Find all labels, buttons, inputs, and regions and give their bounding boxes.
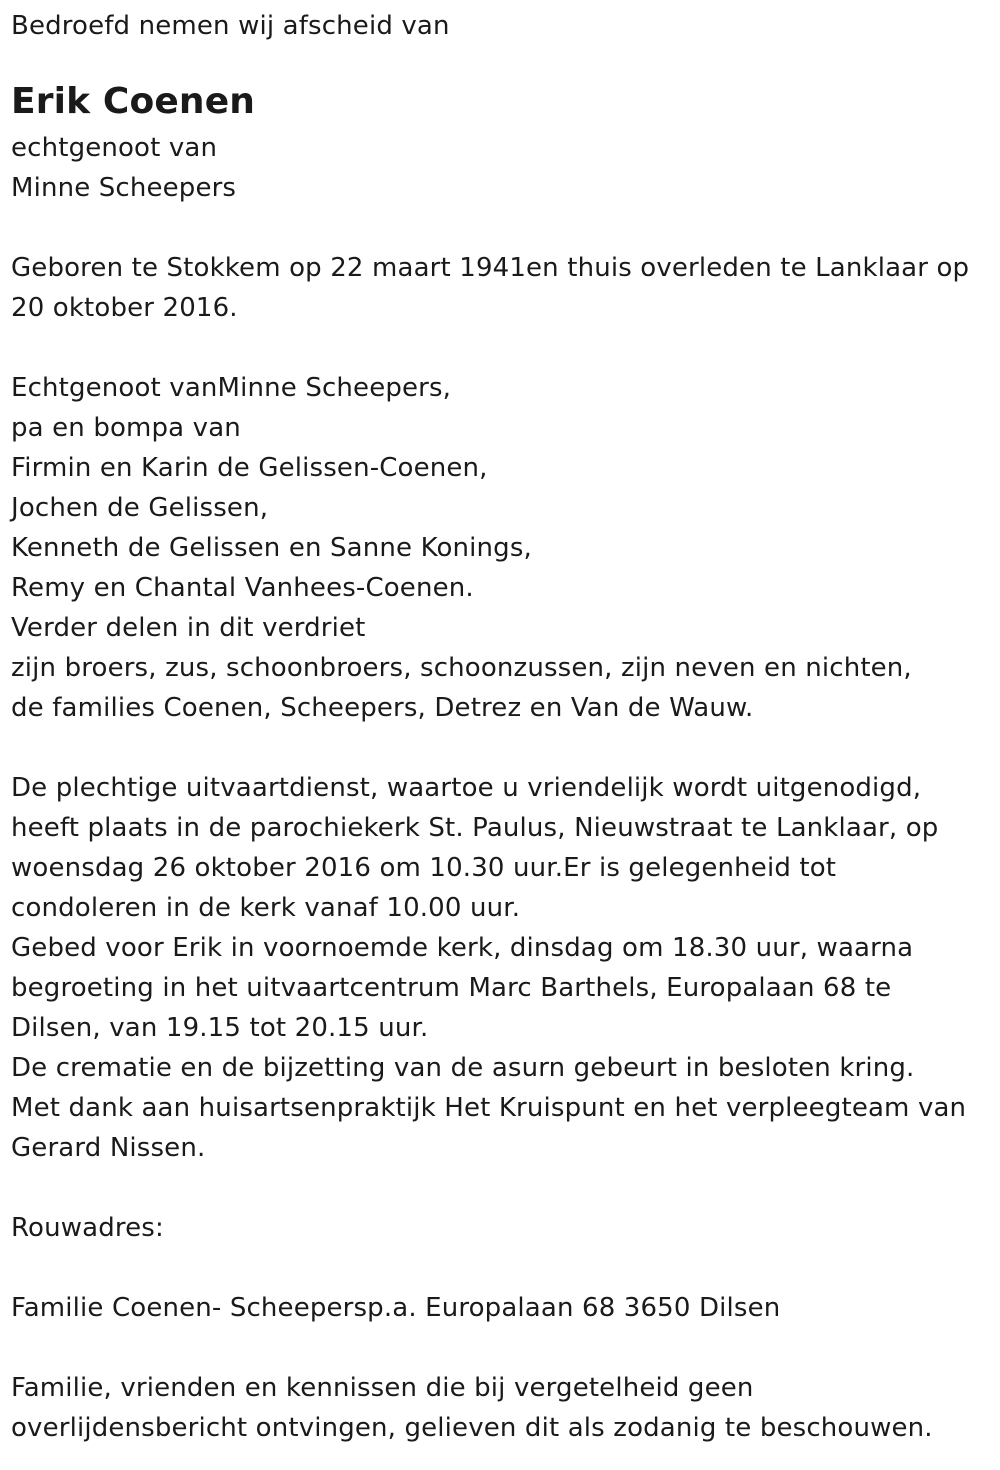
- family-line: Verder delen in dit verdriet: [11, 613, 366, 643]
- closing-section: [11, 1368, 996, 1448]
- spacer: [11, 1328, 996, 1368]
- service-section: [11, 768, 996, 1168]
- family-line: Jochen de Gelissen,: [11, 493, 269, 523]
- family-line: Remy en Chantal Vanhees-Coenen.: [11, 573, 474, 603]
- service-line: Gerard Nissen.: [11, 1133, 206, 1163]
- spacer: [11, 1168, 996, 1208]
- spacer: [11, 1248, 996, 1288]
- birth-death-line: 20 oktober 2016.: [11, 293, 238, 323]
- family-line: zijn broers, zus, schoonbroers, schoonzussen, zijn neven en nichten,: [11, 653, 912, 683]
- death-notice: [11, 6, 996, 1448]
- birth-death-line: Geboren te Stokkem op 22 maart 1941en thuis overleden te Lanklaar op: [11, 253, 970, 283]
- closing-line: Familie, vrienden en kennissen die bij vergetelheid geen: [11, 1373, 754, 1403]
- service-line: begroeting in het uitvaartcentrum Marc Barthels, Europalaan 68 te: [11, 973, 892, 1003]
- family-line: Firmin en Karin de Gelissen-Coenen,: [11, 453, 488, 483]
- service-line: Dilsen, van 19.15 tot 20.15 uur.: [11, 1013, 429, 1043]
- service-line: De plechtige uitvaartdienst, waartoe u vriendelijk wordt uitgenodigd,: [11, 773, 922, 803]
- spouse-name: Minne Scheepers: [11, 173, 237, 203]
- spacer: [11, 46, 996, 76]
- address-label: Rouwadres:: [11, 1213, 164, 1243]
- family-line: Echtgenoot vanMinne Scheepers,: [11, 373, 452, 403]
- service-line: Met dank aan huisartsenpraktijk Het Kruispunt en het verpleegteam van: [11, 1093, 967, 1123]
- spacer: [11, 208, 996, 248]
- service-line: heeft plaats in de parochiekerk St. Paulus, Nieuwstraat te Lanklaar, op: [11, 813, 939, 843]
- spacer: [11, 328, 996, 368]
- service-line: woensdag 26 oktober 2016 om 10.30 uur.Er is gelegenheid tot: [11, 853, 837, 883]
- deceased-name: Erik Coenen: [11, 81, 256, 122]
- address-value: Familie Coenen- Scheepersp.a. Europalaan 68 3650 Dilsen: [11, 1293, 781, 1323]
- service-line: condoleren in de kerk vanaf 10.00 uur.: [11, 893, 521, 923]
- family-line: pa en bompa van: [11, 413, 241, 443]
- intro-text: Bedroefd nemen wij afscheid van: [11, 11, 450, 41]
- family-line: Kenneth de Gelissen en Sanne Konings,: [11, 533, 532, 563]
- birth-death-section: [11, 248, 996, 328]
- spouse-label: echtgenoot van: [11, 133, 218, 163]
- spacer: [11, 728, 996, 768]
- family-line: de families Coenen, Scheepers, Detrez en Van de Wauw.: [11, 693, 754, 723]
- service-line: De crematie en de bijzetting van de asurn gebeurt in besloten kring.: [11, 1053, 915, 1083]
- closing-line: overlijdensbericht ontvingen, gelieven dit als zodanig te beschouwen.: [11, 1413, 933, 1443]
- service-line: Gebed voor Erik in voornoemde kerk, dinsdag om 18.30 uur, waarna: [11, 933, 914, 963]
- family-section: [11, 368, 996, 728]
